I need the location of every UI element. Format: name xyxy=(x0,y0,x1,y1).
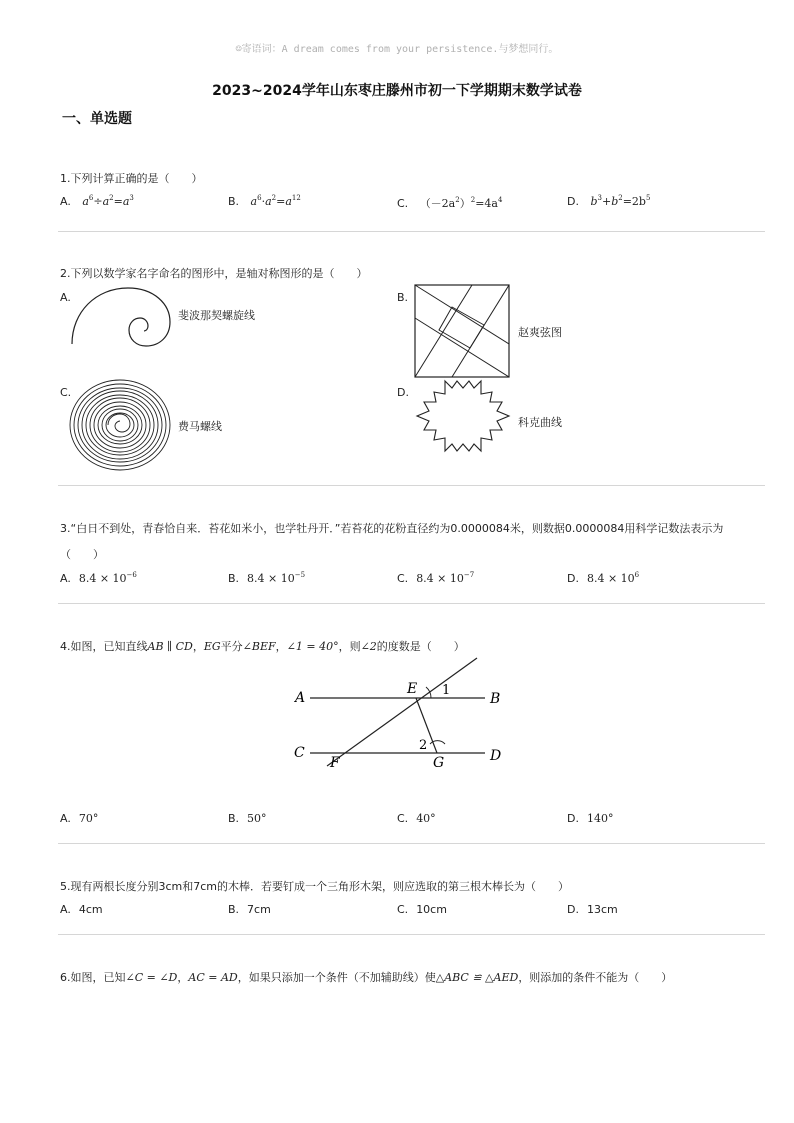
q4-stem: 4.如图，已知直线AB ∥ CD，EG平分∠BEF，∠1 = 40°，则∠2的度数是（ ） xyxy=(60,640,465,653)
transversal-ef xyxy=(327,658,477,766)
point-f-label: F xyxy=(330,755,340,771)
q3-option-d[interactable]: D. $8.4 \times 10^6$ xyxy=(567,571,640,585)
point-e-label: E xyxy=(407,681,418,697)
fibonacci-spiral-label: 斐波那契螺旋线 xyxy=(178,309,255,322)
divider xyxy=(58,231,765,232)
q2-option-b[interactable]: B. xyxy=(397,291,409,304)
q5-option-a[interactable]: A. 4cm xyxy=(60,903,103,916)
q1-option-a[interactable]: A. $a^6\div a^2=a^3$ xyxy=(60,194,134,208)
point-d-label: D xyxy=(490,748,502,764)
motto-header: ☺寄语词：A dream comes from your persistence.与梦想同行。 xyxy=(235,44,559,55)
divider xyxy=(58,485,765,486)
section-heading: 一、单选题 xyxy=(62,111,132,127)
q5-stem: 5.现有两根长度分别3cm和7cm的木棒．若要钉成一个三角形木架，则应选取的第三根木棒长为（ ） xyxy=(60,880,570,893)
q3-stem: 3.“白日不到处，青春恰自来．苔花如米小，也学牡丹开．”若苔花的花粉直径约为0.0000084米，则数据0.0000084用科学记数法表示为 xyxy=(60,522,724,535)
fermat-spiral-label: 费马螺线 xyxy=(178,420,222,433)
q1-option-d[interactable]: D. $b^3+b^2=2b^5$ xyxy=(567,194,651,208)
q2-option-a[interactable]: A. xyxy=(60,291,71,304)
q5-option-c[interactable]: C. 10cm xyxy=(397,903,447,916)
divider xyxy=(58,934,765,935)
koch-curve-label: 科克曲线 xyxy=(518,416,562,429)
q6-stem: 6.如图，已知∠C = ∠D，AC = AD，如果只添加一个条件（不加辅助线）使△ABC ≌ △AED，则添加的条件不能为（ ） xyxy=(60,971,673,984)
point-g-label: G xyxy=(433,755,445,771)
q3-option-a[interactable]: A. $8.4 \times 10^{-6}$ xyxy=(60,571,137,585)
exam-title: 2023~2024学年山东枣庄滕州市初一下学期期末数学试卷 xyxy=(212,83,582,99)
q3-option-b[interactable]: B. $8.4 \times 10^{-5}$ xyxy=(228,571,306,585)
fermat-spiral-figure xyxy=(68,378,172,472)
fibonacci-spiral-figure xyxy=(66,282,176,348)
q1-stem: 1.下列计算正确的是（ ） xyxy=(60,172,203,185)
q3-option-c[interactable]: C. $8.4 \times 10^{-7}$ xyxy=(397,571,475,585)
koch-curve-figure xyxy=(412,376,514,466)
point-a-label: A xyxy=(295,690,306,706)
q2-stem: 2.下列以数学家名字命名的图形中，是轴对称图形的是（ ） xyxy=(60,267,368,280)
q4-option-c[interactable]: C. 40° xyxy=(397,812,436,825)
q2-option-c[interactable]: C. xyxy=(60,386,72,399)
q4-option-a[interactable]: A. 70° xyxy=(60,812,99,825)
parallel-lines-figure xyxy=(285,652,515,777)
angle-2-label: 2 xyxy=(419,738,428,753)
q3-stem-continued: （ ） xyxy=(60,548,104,561)
zhaoshuang-diagram-figure xyxy=(412,282,512,380)
q1-option-c[interactable]: C. $(-2a^2)^2=4a^4$ xyxy=(397,196,503,210)
point-b-label: B xyxy=(490,691,501,707)
q5-option-d[interactable]: D. 13cm xyxy=(567,903,618,916)
q5-option-b[interactable]: B. 7cm xyxy=(228,903,271,916)
angle-1-label: 1 xyxy=(442,683,451,698)
q1-option-b[interactable]: B. $a^6\cdot a^2=a^{12}$ xyxy=(228,194,301,208)
zhaoshuang-diagram-label: 赵爽弦图 xyxy=(518,326,562,339)
divider xyxy=(58,843,765,844)
q2-option-d[interactable]: D. xyxy=(397,386,409,399)
q4-option-d[interactable]: D. 140° xyxy=(567,812,614,825)
q4-option-b[interactable]: B. 50° xyxy=(228,812,267,825)
point-c-label: C xyxy=(294,745,305,761)
divider xyxy=(58,603,765,604)
